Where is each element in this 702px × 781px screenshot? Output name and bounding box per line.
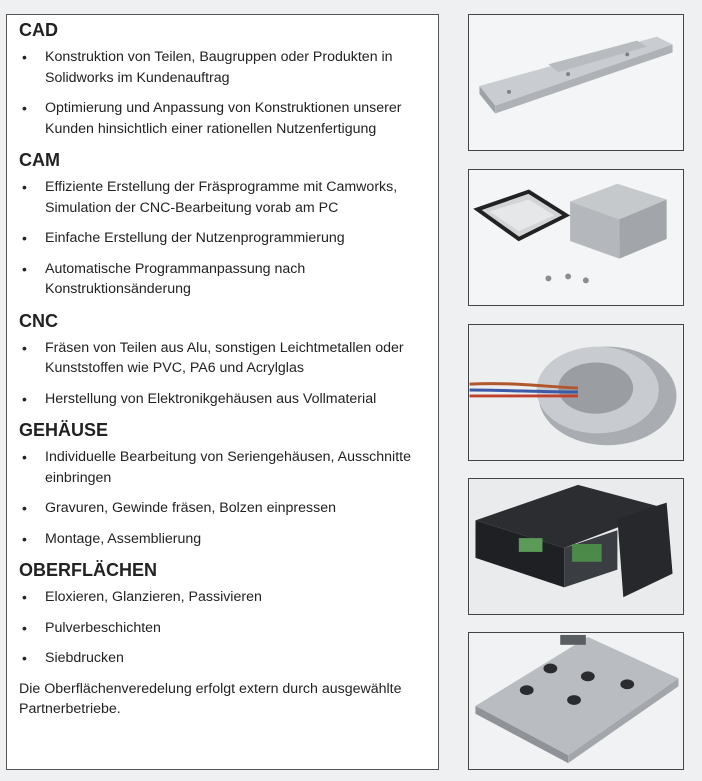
list-item: • Siebdrucken (19, 648, 426, 669)
services-panel (6, 14, 439, 770)
photo-round-part (468, 324, 684, 461)
section-title-gehaeuse: GEHÄUSE (19, 420, 109, 440)
section-cnc (19, 310, 426, 410)
aluminium-plate-image (469, 15, 683, 150)
list-item: • Pulverbeschichten (19, 618, 426, 639)
section-title-cad: CAD (19, 20, 58, 40)
list-item: • Individuelle Bearbeitung von Seriengehäusen, Ausschnitte einbringen (19, 447, 426, 488)
section-oberflaechen (19, 559, 426, 669)
footer-note: Die Oberflächenveredelung erfolgt extern durch ausgewählte Partnerbetriebe. (19, 680, 402, 717)
photo-electronics-housing (468, 478, 684, 615)
list-item: • Fräsen von Teilen aus Alu, sonstigen Leichtmetallen oder Kunststoffen wie PVC, PA6 und Acrylglas (19, 338, 426, 379)
list-item: • Eloxieren, Glanzieren, Passivieren (19, 587, 426, 608)
section-gehaeuse (19, 419, 426, 549)
section-title-cnc: CNC (19, 310, 58, 331)
list-item: • Einfache Erstellung der Nutzenprogrammierung (19, 228, 426, 249)
list-item: • Konstruktion von Teilen, Baugruppen oder Produkten in Solidworks im Kundenauftrag (19, 47, 426, 88)
round-part-image (469, 325, 683, 460)
list-item: • Herstellung von Elektronikgehäusen aus Vollmaterial (19, 389, 426, 410)
list-item: • Effiziente Erstellung der Fräsprogramme mit Camworks, Simulation der CNC-Bearbeitung vorab am PC (19, 177, 426, 218)
photo-perforated-plate (468, 632, 684, 770)
section-title-cam: CAM (19, 150, 60, 170)
list-item: • Automatische Programmanpassung nach Konstruktionsänderung (19, 259, 426, 300)
list-item: • Optimierung und Anpassung von Konstruktionen unserer Kunden hinsichtlich einer rationellen Nutzenfertigung (19, 98, 426, 139)
perforated-plate-image (469, 633, 683, 769)
list-item: • Montage, Assemblierung (19, 529, 426, 550)
section-cad (19, 19, 426, 139)
photo-aluminium-plate (468, 14, 684, 151)
section-cam (19, 149, 426, 300)
list-item: • Gravuren, Gewinde fräsen, Bolzen einpressen (19, 498, 426, 519)
housing-lid-image (469, 170, 683, 305)
photo-housing-lid (468, 169, 684, 306)
section-title-oberflaechen: OBERFLÄCHEN (19, 560, 157, 580)
electronics-housing-image (469, 479, 683, 614)
